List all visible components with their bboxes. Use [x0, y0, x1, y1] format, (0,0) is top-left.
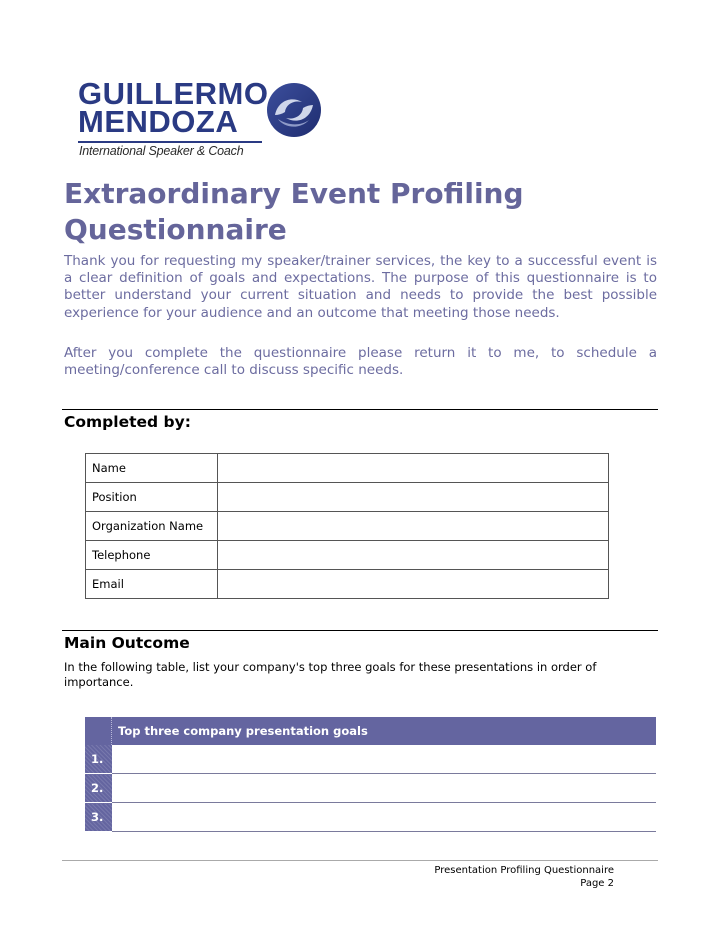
row-number: 3.	[85, 803, 112, 832]
organization-name-field[interactable]	[218, 512, 609, 541]
position-field[interactable]	[218, 483, 609, 512]
footer-divider	[62, 860, 658, 861]
table-row	[86, 570, 609, 599]
completed-by-heading: Completed by:	[64, 413, 191, 431]
field-label: Email	[86, 570, 218, 599]
footer-document-title: Presentation Profiling Questionnaire	[434, 865, 614, 876]
field-label: Position	[86, 483, 218, 512]
field-label: Name	[86, 454, 218, 483]
main-outcome-description: In the following table, list your company's top three goals for these presentations in order of importance.	[64, 660, 597, 689]
table-row	[86, 541, 609, 570]
goals-table	[85, 717, 656, 832]
number-column-header	[85, 717, 112, 745]
section-divider	[62, 630, 658, 631]
table-row	[86, 483, 609, 512]
intro-paragraph-2: After you complete the questionnaire please return it to me, to schedule a meeting/conference call to discuss specific needs.	[64, 345, 657, 379]
name-field[interactable]	[218, 454, 609, 483]
main-outcome-heading: Main Outcome	[64, 634, 190, 652]
logo-line-1: GUILLERMO	[78, 76, 269, 111]
goal-2-field[interactable]	[112, 774, 657, 803]
table-header-row	[85, 717, 656, 745]
page-title: Extraordinary Event Profiling Questionnaire	[64, 177, 524, 246]
goals-column-header: Top three company presentation goals	[112, 717, 657, 745]
table-row	[86, 454, 609, 483]
logo-swirl-icon	[266, 82, 322, 138]
telephone-field[interactable]	[218, 541, 609, 570]
logo-line-2: MENDOZA	[78, 104, 239, 139]
intro-paragraph-1: Thank you for requesting my speaker/trainer services, the key to a successful event is a clear definition of goals and expectations. The purpose of this questionnaire is to better understand your current situation and needs to provide the best possible experience for your audience and an outcome that meeting those needs.	[64, 253, 657, 321]
row-number: 1.	[85, 745, 112, 774]
table-row	[85, 803, 656, 832]
table-row	[85, 745, 656, 774]
logo-wordmark	[78, 76, 269, 139]
section-divider	[62, 409, 658, 410]
table-row	[85, 774, 656, 803]
table-row	[86, 512, 609, 541]
footer-page-number: Page 2	[580, 878, 614, 889]
field-label: Organization Name	[86, 512, 218, 541]
field-label: Telephone	[86, 541, 218, 570]
contact-info-table	[85, 453, 609, 599]
page-footer	[434, 864, 614, 890]
company-logo	[78, 76, 324, 160]
logo-tagline: International Speaker & Coach	[79, 144, 244, 158]
row-number: 2.	[85, 774, 112, 803]
logo-underline	[78, 141, 262, 143]
goal-1-field[interactable]	[112, 745, 657, 774]
email-field[interactable]	[218, 570, 609, 599]
goal-3-field[interactable]	[112, 803, 657, 832]
